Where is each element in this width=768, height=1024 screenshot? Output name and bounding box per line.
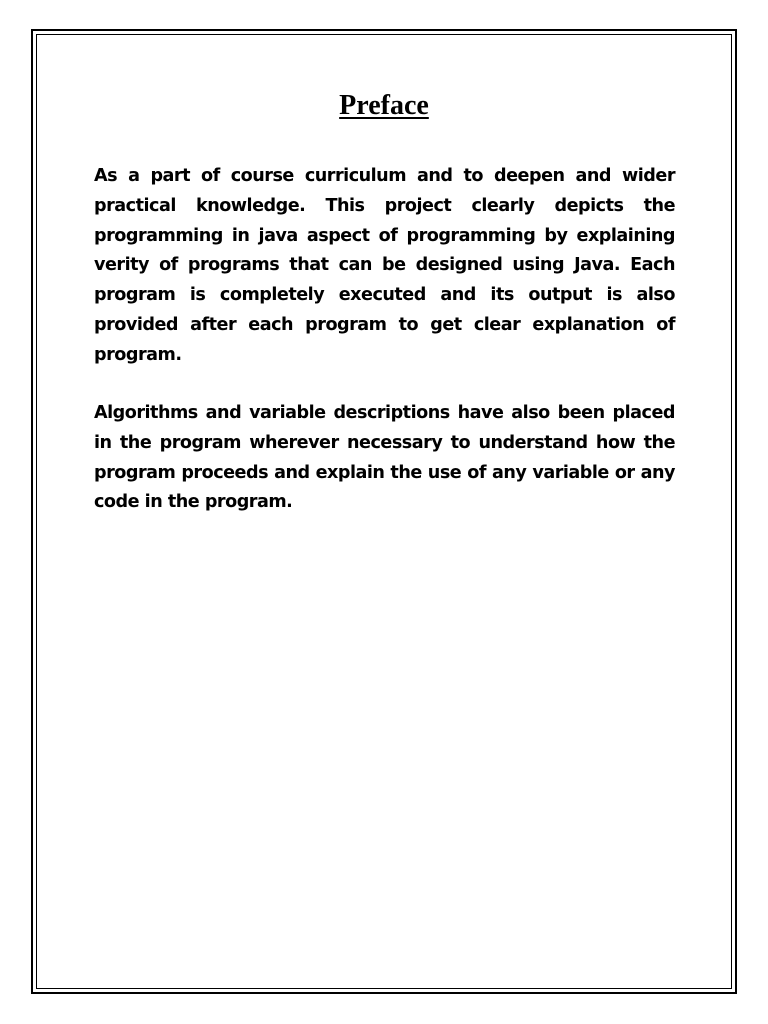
page-border (31, 29, 737, 994)
preface-paragraph-2: Algorithms and variable descriptions have also been placed in the program wherever necessary to understand how the program proceeds and explain the use of any variable or any code in the program. (94, 403, 675, 513)
page-title: Preface (339, 90, 429, 121)
preface-paragraph-1: As a part of course curriculum and to deepen and wider practical knowledge. This project clearly depicts the programming in java aspect of programming by explaining verity of programs that can be designed using Java. Each program is completely executed and its output is also provided after each program to get clear explanation of program. (94, 166, 675, 365)
